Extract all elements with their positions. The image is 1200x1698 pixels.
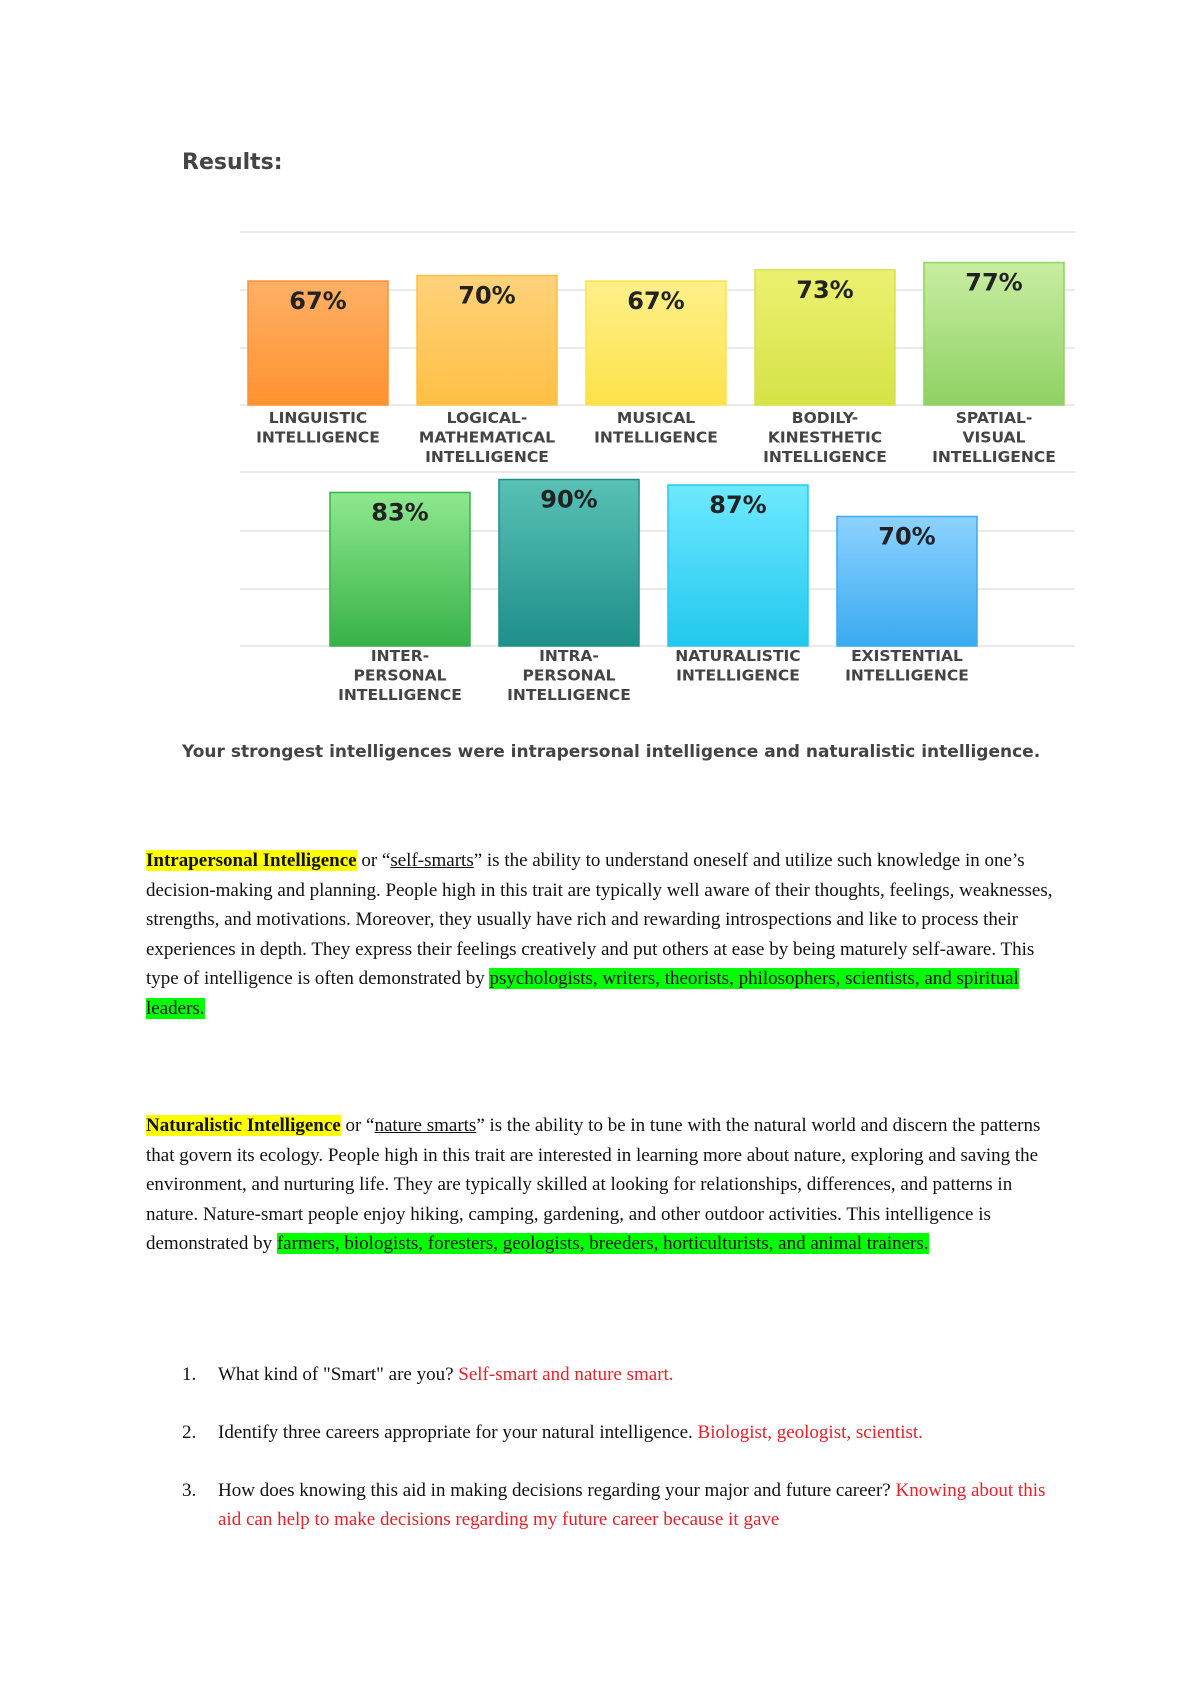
category-label: SPATIAL- <box>955 409 1033 427</box>
strongest-summary: Your strongest intelligences were intrapersonal intelligence and naturalistic intelligence. <box>182 742 1041 762</box>
results-title: Results: <box>182 150 283 175</box>
data-label: 73% <box>796 275 854 304</box>
category-label: NATURALISTIC <box>675 647 801 665</box>
intrapersonal-body: ” is the ability to understand oneself and utilize such knowledge in one’s decision-making and planning. People high in this trait are typically well aware of their thoughts, feelings, weaknesses, strengths, and motivations. Moreover, they usually have rich and rewarding introspections and like to process their experiences in depth. They express their feelings creatively and put others at ease by being maturely self-aware. This type of intelligence is often demonstrated by <box>146 850 1053 990</box>
question-text: How does knowing this aid in making decisions regarding your major and future career? <box>218 1480 896 1501</box>
naturalistic-careers: farmers, biologists, foresters, geologists, breeders, horticulturists, and animal trainers. <box>276 1233 929 1255</box>
data-label: 83% <box>371 498 429 527</box>
category-label: INTELLIGENCE <box>594 428 718 447</box>
intrapersonal-careers: psychologists, writers, theorists, philosophers, scientists, and spiritual leaders. <box>146 968 1019 1019</box>
question-number: 1. <box>182 1364 197 1385</box>
category-label: INTELLIGENCE <box>256 428 380 447</box>
category-label: INTELLIGENCE <box>425 448 549 466</box>
question-text: Identify three careers appropriate for your natural intelligence. <box>218 1422 698 1443</box>
category-label: VISUAL <box>962 428 1026 447</box>
question-list <box>146 1360 1066 1563</box>
intrapersonal-paragraph <box>146 846 1066 1024</box>
category-label: LOGICAL- <box>446 409 528 427</box>
list-item <box>146 1476 1066 1534</box>
chart-svg <box>0 0 1200 720</box>
category-label: INTELLIGENCE <box>845 666 969 685</box>
question-number: 3. <box>182 1480 197 1501</box>
list-item <box>146 1418 1066 1447</box>
data-label: 67% <box>627 287 685 316</box>
category-label: INTRA- <box>539 647 599 665</box>
naturalistic-paragraph <box>146 1111 1066 1259</box>
naturalistic-pre: or “ <box>340 1115 375 1136</box>
category-label: MATHEMATICAL <box>418 428 556 447</box>
data-label: 90% <box>540 485 598 514</box>
category-label: PERSONAL <box>353 666 447 685</box>
category-label: KINESTHETIC <box>767 428 883 447</box>
intrapersonal-pre: or “ <box>356 850 391 871</box>
naturalistic-nickname: nature smarts <box>374 1115 477 1136</box>
answer-text: Biologist, geologist, scientist. <box>697 1422 923 1443</box>
data-label: 70% <box>878 522 936 551</box>
category-label: INTELLIGENCE <box>932 448 1056 466</box>
category-label: PERSONAL <box>522 666 616 685</box>
naturalistic-term: Naturalistic Intelligence <box>146 1115 341 1136</box>
data-label: 70% <box>458 281 516 310</box>
category-label: EXISTENTIAL <box>851 647 963 665</box>
question-number: 2. <box>182 1422 197 1443</box>
category-label: LINGUISTIC <box>268 409 368 427</box>
data-label: 67% <box>289 287 347 316</box>
answer-text: Knowing about this aid can help to make decisions regarding my future career because it gave <box>218 1480 1046 1530</box>
category-label: MUSICAL <box>616 409 696 427</box>
intrapersonal-term: Intrapersonal Intelligence <box>146 850 357 871</box>
list-item <box>146 1360 1066 1389</box>
question-text: What kind of "Smart" are you? <box>218 1364 459 1385</box>
category-label: INTELLIGENCE <box>763 448 887 466</box>
data-label: 87% <box>709 491 767 520</box>
category-label: INTELLIGENCE <box>338 686 462 704</box>
category-label: INTELLIGENCE <box>507 686 631 704</box>
category-label: BODILY- <box>791 409 859 427</box>
answer-text: Self-smart and nature smart. <box>458 1364 674 1385</box>
data-label: 77% <box>965 268 1023 297</box>
category-label: INTELLIGENCE <box>676 666 800 685</box>
intelligence-bar-chart <box>0 0 1200 720</box>
category-label: INTER- <box>370 647 430 665</box>
intrapersonal-nickname: self-smarts <box>390 850 474 871</box>
naturalistic-body: ” is the ability to be in tune with the natural world and discern the patterns that govern its ecology. People high in this trait are interested in learning more about nature, exploring and saving the environment, and nurturing life. They are typically skilled at looking for relationships, differences, and patterns in nature. Nature-smart people enjoy hiking, camping, gardening, and other outdoor activities. This intelligence is demonstrated by <box>146 1115 1041 1255</box>
